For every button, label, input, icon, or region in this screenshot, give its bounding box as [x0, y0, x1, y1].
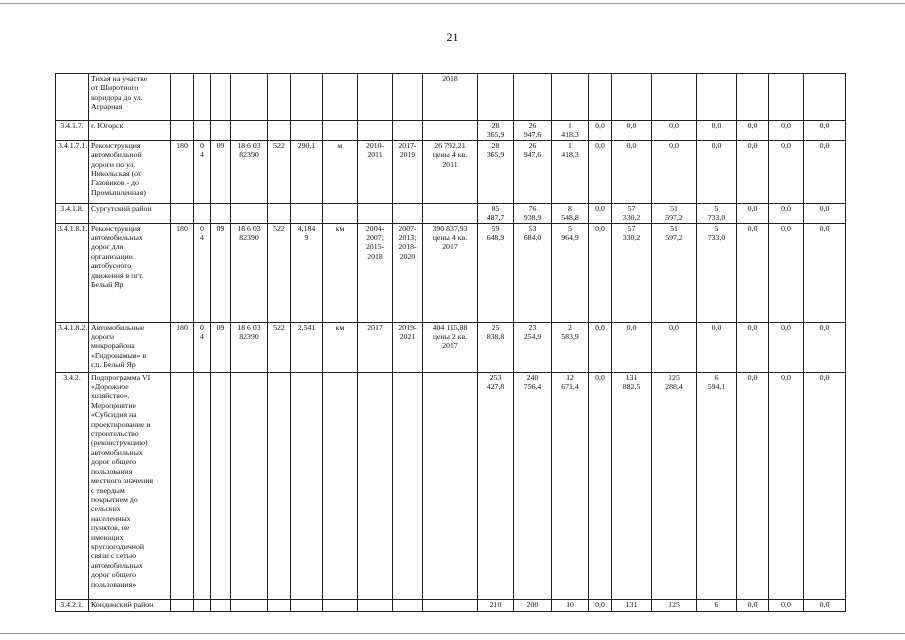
table-cell: [323, 372, 358, 599]
table-cell: [291, 203, 323, 223]
table-cell: 0,0: [769, 140, 804, 203]
table-cell: 0,0: [612, 322, 652, 372]
table-cell: 0,0: [769, 322, 804, 372]
table-cell: [358, 599, 393, 611]
row-number-cell: 3.4.1.7.: [56, 121, 89, 141]
table-cell: 57 330,2: [612, 203, 652, 223]
table-cell: 5 733,0: [697, 223, 737, 322]
table-cell: [323, 203, 358, 223]
row-name-cell: г. Югорск: [89, 121, 171, 141]
table-cell: [423, 121, 478, 141]
table-cell: [211, 372, 231, 599]
table-cell: 09: [211, 322, 231, 372]
table-cell: 0 4: [194, 140, 211, 203]
budget-table: [55, 73, 846, 612]
table-cell: 200: [514, 599, 552, 611]
table-cell: [291, 121, 323, 141]
table-cell: [171, 74, 194, 121]
table-cell: 0,0: [804, 599, 846, 611]
table-cell: 253 427,8: [478, 372, 514, 599]
table-cell: 09: [211, 140, 231, 203]
table-cell: 0,0: [697, 322, 737, 372]
table-cell: [393, 599, 423, 611]
table-cell: 2,541: [291, 322, 323, 372]
table-cell: 10: [552, 599, 589, 611]
table-cell: [171, 599, 194, 611]
table-cell: 1 418,3: [552, 140, 589, 203]
table-cell: 09: [211, 223, 231, 322]
table-cell: 5 733,0: [697, 203, 737, 223]
table-cell: [268, 372, 291, 599]
table-cell: 131: [612, 599, 652, 611]
table-cell: 0 4: [194, 322, 211, 372]
table-cell: 125: [652, 599, 697, 611]
table-cell: 76 938,9: [514, 203, 552, 223]
table-cell: [737, 74, 769, 121]
table-cell: 28 365,9: [478, 140, 514, 203]
table-cell: [478, 74, 514, 121]
table-cell: 0,0: [769, 203, 804, 223]
table-cell: 0,0: [652, 121, 697, 141]
table-cell: [231, 599, 268, 611]
table-cell: 2007- 2013; 2018- 2020: [393, 223, 423, 322]
table-cell: [393, 372, 423, 599]
table-cell: 0,0: [589, 223, 612, 322]
table-cell: 12 671,4: [552, 372, 589, 599]
table-cell: 125 288,4: [652, 372, 697, 599]
table-cell: 85 487,7: [478, 203, 514, 223]
table-cell: [194, 599, 211, 611]
table-row: [56, 74, 846, 121]
table-cell: [268, 203, 291, 223]
table-cell: 1 418,3: [552, 121, 589, 141]
table-cell: [423, 372, 478, 599]
table-cell: [358, 203, 393, 223]
table-cell: 0,0: [697, 140, 737, 203]
table-cell: 0,0: [737, 223, 769, 322]
table-cell: 2 583,9: [552, 322, 589, 372]
table-cell: 26 792,21 цены 4 кв. 2011: [423, 140, 478, 203]
table-cell: 180: [171, 223, 194, 322]
table-cell: [323, 121, 358, 141]
scan-edge-bottom: [0, 633, 905, 634]
table-cell: км: [323, 223, 358, 322]
table-cell: [211, 599, 231, 611]
table-cell: 404 115,88 цены 2 кв. 2017: [423, 322, 478, 372]
table-cell: [291, 372, 323, 599]
table-cell: 2004- 2007; 2015- 2018: [358, 223, 393, 322]
row-name-cell: Реконструкция автомобильной дороги по ул. Никольская (от Газовиков - до Промышленная): [89, 140, 171, 203]
table-cell: 0,0: [652, 140, 697, 203]
table-cell: 0,0: [804, 140, 846, 203]
table-cell: 0,0: [737, 140, 769, 203]
table-cell: 23 254,9: [514, 322, 552, 372]
table-cell: 0,0: [737, 322, 769, 372]
table-cell: м: [323, 140, 358, 203]
table-cell: км: [323, 322, 358, 372]
table-row: [56, 599, 846, 611]
table-cell: 18 6 03 82390: [231, 223, 268, 322]
table-cell: [194, 74, 211, 121]
table-cell: [211, 203, 231, 223]
table-cell: 0 4: [194, 223, 211, 322]
table-cell: 0,0: [697, 121, 737, 141]
table-cell: [268, 74, 291, 121]
table-cell: 28 365,9: [478, 121, 514, 141]
table-cell: 0,0: [589, 599, 612, 611]
table-cell: 522: [268, 322, 291, 372]
table-cell: 390 837,93 цены 4 кв. 2017: [423, 223, 478, 322]
table-cell: [358, 74, 393, 121]
table-cell: 59 648,9: [478, 223, 514, 322]
table-cell: [358, 372, 393, 599]
table-cell: 0,0: [769, 223, 804, 322]
table-cell: [171, 372, 194, 599]
table-cell: [393, 121, 423, 141]
table-cell: 0,0: [589, 121, 612, 141]
table-cell: [423, 203, 478, 223]
table-cell: [268, 599, 291, 611]
table-cell: 131 882,5: [612, 372, 652, 599]
table-cell: 0,0: [737, 121, 769, 141]
row-number-cell: 3.4.2.1.: [56, 599, 89, 611]
table-cell: 0,0: [589, 140, 612, 203]
table-cell: 180: [171, 140, 194, 203]
table-cell: [612, 74, 652, 121]
table-cell: 0,0: [804, 322, 846, 372]
row-number-cell: 3.4.2.: [56, 372, 89, 599]
table-cell: [291, 599, 323, 611]
table-cell: 26 947,6: [514, 121, 552, 141]
table-cell: [171, 121, 194, 141]
table-cell: [194, 372, 211, 599]
table-cell: 0,0: [589, 372, 612, 599]
row-number-cell: 3.4.1.7.1.: [56, 140, 89, 203]
table-cell: [514, 74, 552, 121]
table-cell: 4,184 9: [291, 223, 323, 322]
table-cell: [231, 203, 268, 223]
table-cell: [231, 372, 268, 599]
table-cell: 57 330,2: [612, 223, 652, 322]
table-cell: 0,0: [652, 322, 697, 372]
table-cell: 0,0: [612, 121, 652, 141]
row-number-cell: [56, 74, 89, 121]
table-cell: 6 594,1: [697, 372, 737, 599]
row-name-cell: Автомобильные дороги микрорайона «Гидронамыв» в г.п. Белый Яр: [89, 322, 171, 372]
table-cell: 0,0: [804, 121, 846, 141]
table-cell: 18 6 03 82390: [231, 140, 268, 203]
table-row: [56, 223, 846, 322]
table-cell: [171, 203, 194, 223]
table-cell: 290,1: [291, 140, 323, 203]
table-row: [56, 372, 846, 599]
table-cell: [393, 74, 423, 121]
table-cell: 522: [268, 223, 291, 322]
table-cell: 2017: [358, 322, 393, 372]
table-cell: [804, 74, 846, 121]
table-cell: 0,0: [769, 599, 804, 611]
row-name-cell: Тихая на участке от Широтного коридора до ул. Аграрная: [89, 74, 171, 121]
table-cell: 8 548,8: [552, 203, 589, 223]
table-cell: 0,0: [737, 599, 769, 611]
table-cell: [211, 121, 231, 141]
table-cell: 2019- 2021: [393, 322, 423, 372]
table-body: [56, 74, 846, 612]
row-name-cell: Кондинский район: [89, 599, 171, 611]
table-cell: [323, 74, 358, 121]
table-cell: [652, 74, 697, 121]
row-name-cell: Сургутский район: [89, 203, 171, 223]
table-cell: [589, 74, 612, 121]
table-cell: 5 964,9: [552, 223, 589, 322]
row-number-cell: 3.4.1.8.1.: [56, 223, 89, 322]
table-cell: 0,0: [612, 140, 652, 203]
table-cell: 180: [171, 322, 194, 372]
table-cell: 0,0: [804, 203, 846, 223]
table-row: [56, 203, 846, 223]
table-cell: [323, 599, 358, 611]
page-number: 21: [446, 30, 459, 44]
table-cell: 0,0: [737, 372, 769, 599]
row-name-cell: Реконструкция автомобильных дорог для организации автобусного движения в пгт. Белый Яр: [89, 223, 171, 322]
table-cell: 53 684,0: [514, 223, 552, 322]
table-cell: [211, 74, 231, 121]
scan-edge-top: [0, 3, 905, 4]
table-cell: 0,0: [589, 203, 612, 223]
table-cell: 0,0: [804, 223, 846, 322]
table-cell: 240 756,4: [514, 372, 552, 599]
table-cell: 2010- 2011: [358, 140, 393, 203]
table-cell: 51 597,2: [652, 223, 697, 322]
table-cell: 26 947,6: [514, 140, 552, 203]
row-number-cell: 3.4.1.8.2.: [56, 322, 89, 372]
table-cell: 18 6 03 82390: [231, 322, 268, 372]
table-cell: [268, 121, 291, 141]
table-cell: [423, 599, 478, 611]
row-name-cell: Подпрограмма VI «Дорожное хозяйство». Мероприятие «Субсидия на проектирование и строительство (реконструкцию) автомобильных дорог общего пользования местного значения с твердым покрытием до сельских населенных пунктов, не имеющих круглогодичной связи с сетью автомобильных дорог общего пользования»: [89, 372, 171, 599]
table-cell: [231, 121, 268, 141]
table-cell: 6: [697, 599, 737, 611]
table-cell: [231, 74, 268, 121]
table-row: [56, 121, 846, 141]
table-cell: [697, 74, 737, 121]
table-row: [56, 322, 846, 372]
table-cell: 0,0: [804, 372, 846, 599]
table-cell: [291, 74, 323, 121]
row-number-cell: 3.4.1.8.: [56, 203, 89, 223]
table-cell: [194, 203, 211, 223]
table-cell: 210: [478, 599, 514, 611]
table-row: [56, 140, 846, 203]
table-cell: 0,0: [737, 203, 769, 223]
table-cell: 2017- 2019: [393, 140, 423, 203]
table-cell: 0,0: [769, 372, 804, 599]
table-cell: [552, 74, 589, 121]
table-cell: 25 838,8: [478, 322, 514, 372]
table-cell: [393, 203, 423, 223]
table-cell: 51 597,2: [652, 203, 697, 223]
table-cell: [769, 74, 804, 121]
table-cell: [194, 121, 211, 141]
table-cell: 2018: [423, 74, 478, 121]
table-cell: [358, 121, 393, 141]
table-cell: 0,0: [769, 121, 804, 141]
table-cell: 0,0: [589, 322, 612, 372]
table-cell: 522: [268, 140, 291, 203]
